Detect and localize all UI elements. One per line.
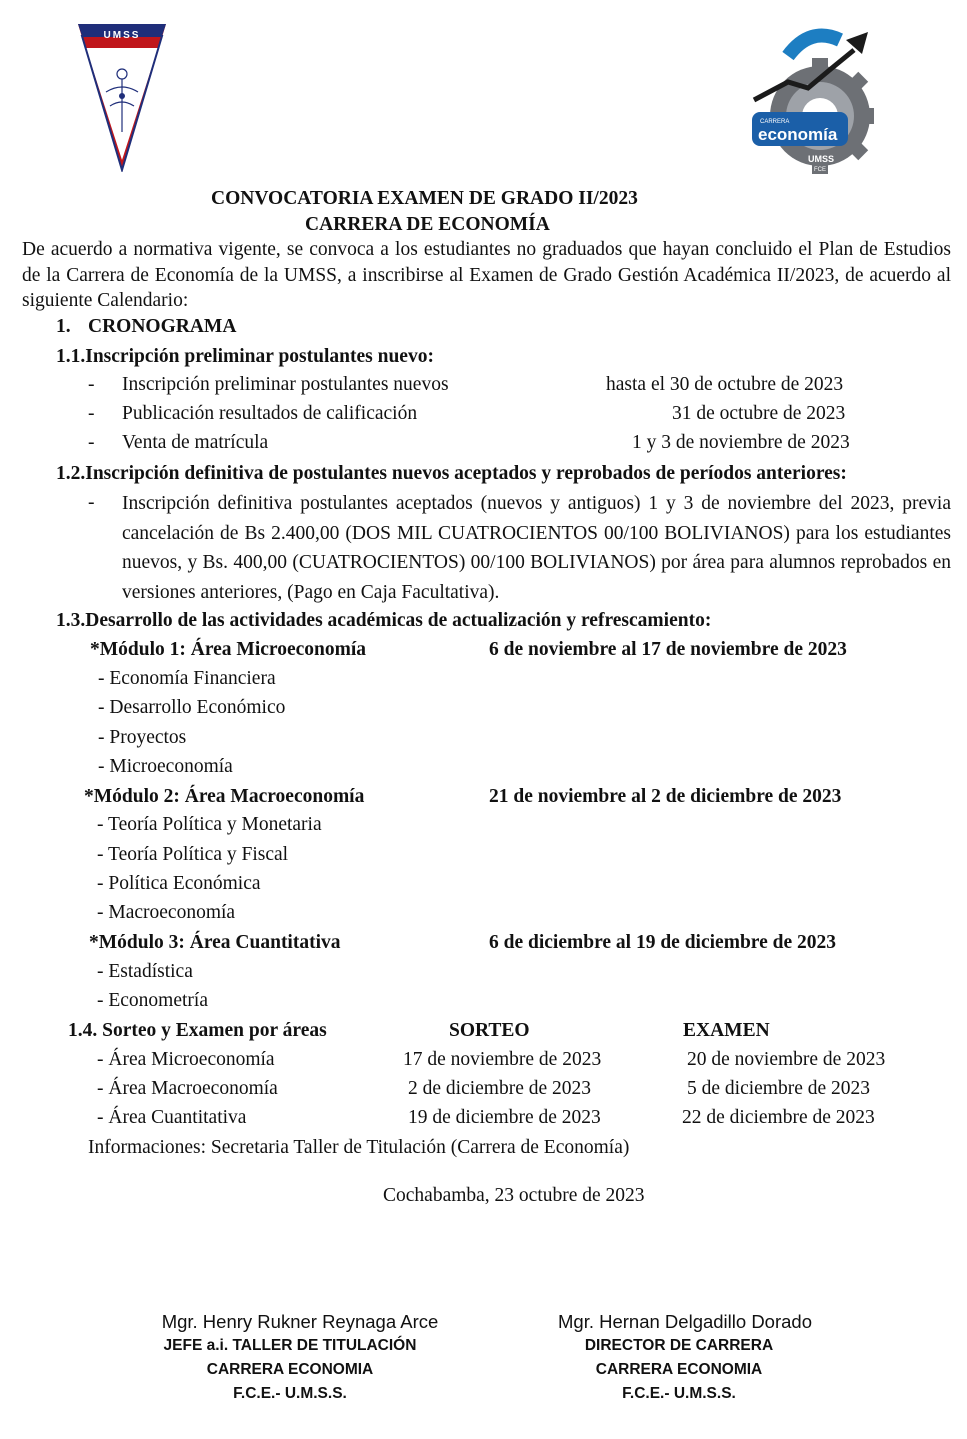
title-line1: CONVOCATORIA EXAMEN DE GRADO II/2023 xyxy=(211,188,638,209)
s14-info: Informaciones: Secretaria Taller de Titulación (Carrera de Economía) xyxy=(88,1137,630,1158)
module1-dates: 6 de noviembre al 17 de noviembre de 2023 xyxy=(489,639,847,660)
s14-row-examen: 22 de diciembre de 2023 xyxy=(682,1107,875,1128)
title-line2: CARRERA DE ECONOMÍA xyxy=(305,214,550,235)
signature-name: Mgr. Henry Rukner Reynaga Arce xyxy=(161,1311,439,1332)
s14-row-sorteo: 17 de noviembre de 2023 xyxy=(403,1049,602,1070)
s11-item3-label: Venta de matrícula xyxy=(122,432,269,453)
section1-number: 1. xyxy=(56,316,71,337)
umss-logo-text: UMSS xyxy=(103,30,141,41)
s11-item2-dash: - xyxy=(88,403,95,424)
signature-role: DIRECTOR DE CARRERA xyxy=(584,1337,774,1354)
s11-title: 1.1.Inscripción preliminar postulantes nuevo: xyxy=(56,346,434,367)
s12-title: 1.2.Inscripción definitiva de postulantes nuevos aceptados y reprobados de períodos anteriores: xyxy=(56,463,847,484)
s12-dash: - xyxy=(88,492,95,513)
economia-logo-sub: UMSS xyxy=(808,154,835,164)
module1-subject: - Proyectos xyxy=(98,727,187,748)
s14-row-area: - Área Microeconomía xyxy=(97,1049,275,1070)
signature-unit: CARRERA ECONOMIA xyxy=(206,1361,374,1378)
module2-subject: - Teoría Política y Fiscal xyxy=(97,844,289,865)
intro-paragraph: De acuerdo a normativa vigente, se convoca a los estudiantes no graduados que hayan concluido el Plan de Estudios de la Carrera de Economía de la UMSS, a inscribirse al Examen de Grado Gestión Académica II/2023, de acuerdo al siguiente Calendario: xyxy=(22,239,951,311)
module2-dates: 21 de noviembre al 2 de diciembre de 2023 xyxy=(489,786,842,807)
s11-item1-date: hasta el 30 de octubre de 2023 xyxy=(606,374,844,395)
module2-title: *Módulo 2: Área Macroeconomía xyxy=(84,786,365,807)
signature-right xyxy=(525,1310,845,1406)
module1-subject: - Microeconomía xyxy=(98,756,233,777)
s14-row-area: - Área Cuantitativa xyxy=(97,1107,247,1128)
economia-logo xyxy=(748,20,880,180)
signature-unit: CARRERA ECONOMIA xyxy=(595,1361,763,1378)
s12-paragraph: Inscripción definitiva postulantes aceptados (nuevos y antiguos) 1 y 3 de noviembre del 2023, previa cancelación de Bs 2.400,00 (DOS MIL CUATROCIENTOS 00/100 BOLIVIANOS) para los estudiantes nuevos, y Bs. 400,00 (CUATROCIENTOS) 00/100 BOLIVIANOS) por área para alumnos reprobados en versiones anteriores, (Pago en Caja Facultativa). xyxy=(122,493,951,603)
signature-left xyxy=(140,1310,460,1406)
module3-subject: - Econometría xyxy=(97,990,208,1011)
umss-logo xyxy=(76,22,168,172)
module1-subject: - Desarrollo Económico xyxy=(98,697,286,718)
module2-subject: - Teoría Política y Monetaria xyxy=(97,814,322,835)
s14-row-examen: 20 de noviembre de 2023 xyxy=(687,1049,886,1070)
place-date: Cochabamba, 23 octubre de 2023 xyxy=(383,1185,645,1206)
signature-faculty: F.C.E.- U.M.S.S. xyxy=(622,1385,736,1402)
module1-subject: - Economía Financiera xyxy=(98,668,276,689)
s14-col-examen: EXAMEN xyxy=(683,1020,770,1041)
module2-subject: - Macroeconomía xyxy=(97,902,236,923)
s11-item2-label: Publicación resultados de calificación xyxy=(122,403,418,424)
module3-dates: 6 de diciembre al 19 de diciembre de 2023 xyxy=(489,932,836,953)
s14-col-sorteo: SORTEO xyxy=(449,1020,530,1041)
s11-item2-date: 31 de octubre de 2023 xyxy=(672,403,846,424)
module2-subject: - Política Económica xyxy=(97,873,261,894)
signature-name: Mgr. Hernan Delgadillo Dorado xyxy=(558,1311,812,1332)
section1-title: CRONOGRAMA xyxy=(88,316,237,337)
s14-row-sorteo: 2 de diciembre de 2023 xyxy=(408,1078,592,1099)
module1-title: *Módulo 1: Área Microeconomía xyxy=(90,639,367,660)
s11-item3-dash: - xyxy=(88,432,95,453)
s14-row-examen: 5 de diciembre de 2023 xyxy=(687,1078,871,1099)
s11-item1-label: Inscripción preliminar postulantes nuevos xyxy=(122,374,449,395)
s11-item1-dash: - xyxy=(88,374,95,395)
signature-faculty: F.C.E.- U.M.S.S. xyxy=(233,1385,347,1402)
signature-role: JEFE a.i. TALLER DE TITULACIÓN xyxy=(163,1337,417,1354)
module3-subject: - Estadística xyxy=(97,961,193,982)
module3-title: *Módulo 3: Área Cuantitativa xyxy=(89,932,341,953)
s11-item3-date: 1 y 3 de noviembre de 2023 xyxy=(632,432,850,453)
s14-row-sorteo: 19 de diciembre de 2023 xyxy=(408,1107,601,1128)
economia-logo-small: CARRERA xyxy=(760,119,790,125)
economia-logo-main: economía xyxy=(758,125,838,144)
s14-row-area: - Área Macroeconomía xyxy=(97,1078,278,1099)
s14-title: 1.4. Sorteo y Examen por áreas xyxy=(68,1020,327,1041)
s13-title: 1.3.Desarrollo de las actividades académicas de actualización y refrescamiento: xyxy=(56,610,712,631)
economia-logo-sub2: FCE xyxy=(814,167,826,173)
